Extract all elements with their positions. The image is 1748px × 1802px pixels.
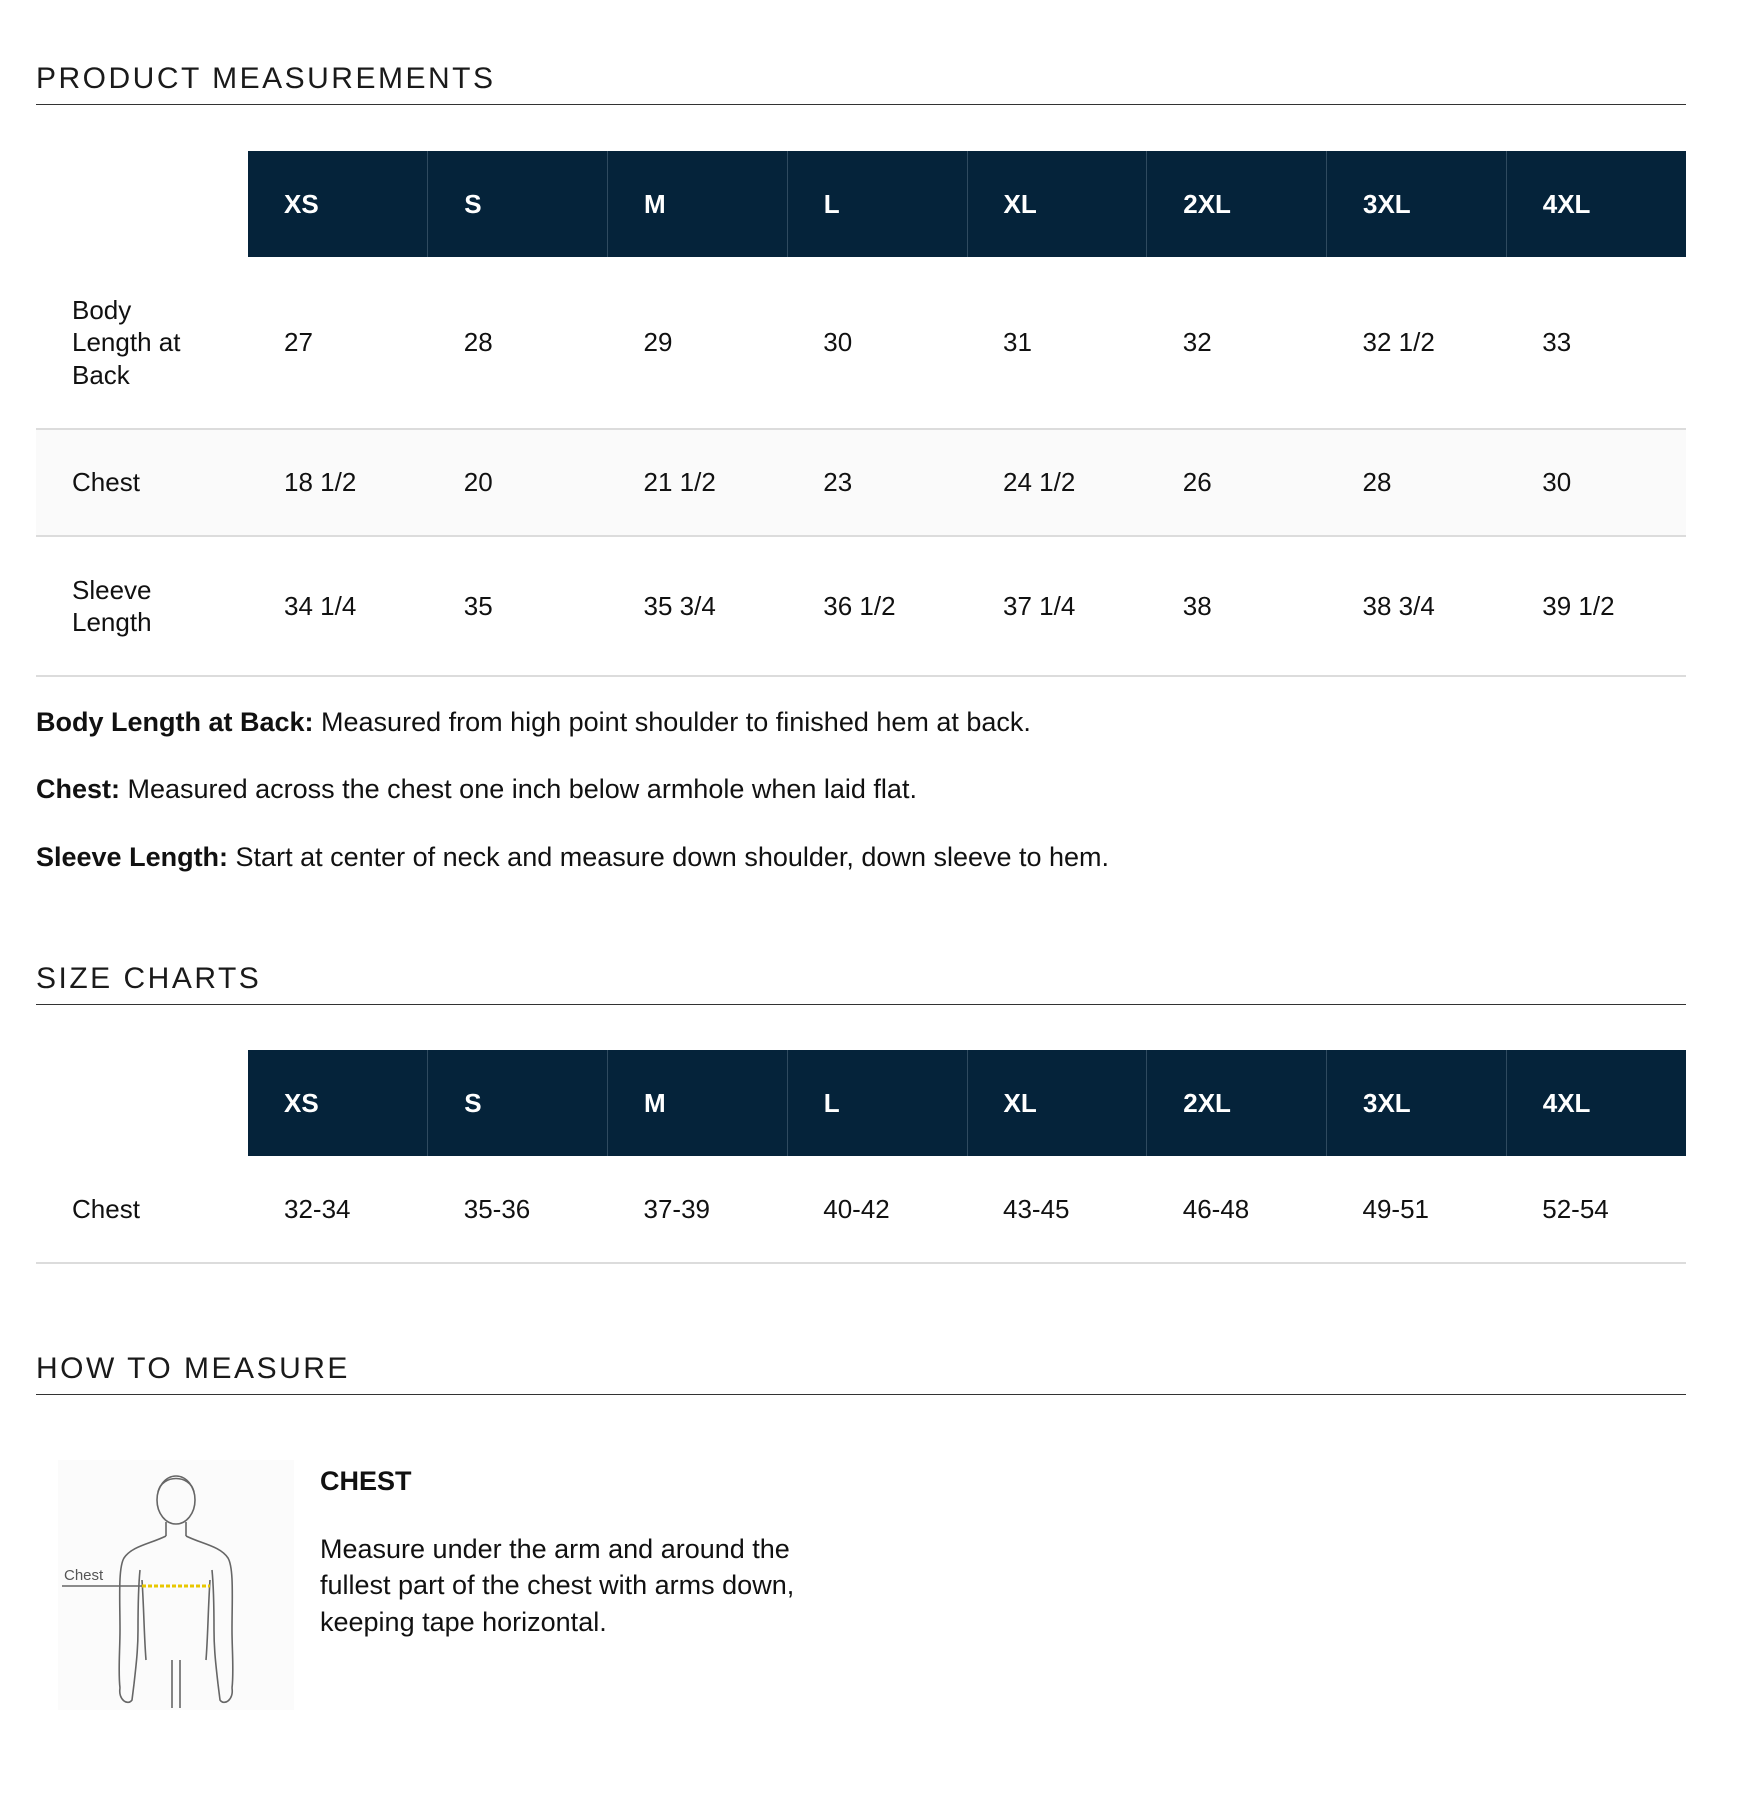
definition-term: Chest:: [36, 774, 121, 805]
table-cell: 39 1/2: [1506, 536, 1686, 676]
figure-chest-label: Chest: [64, 1567, 104, 1584]
table-cell: 38: [1147, 536, 1327, 676]
measure-description-line: keeping tape horizontal.: [320, 1606, 607, 1637]
size-header-4xl: 4XL: [1506, 151, 1686, 257]
table-cell: 27: [248, 257, 428, 429]
header-blank-cell: [36, 151, 248, 257]
table-cell: 49-51: [1327, 1156, 1507, 1263]
size-header-l: L: [787, 151, 967, 257]
definition-text: Measured from high point shoulder to finished hem at back.: [313, 707, 1031, 737]
chest-measure-figure: [58, 1460, 294, 1710]
size-header-s: S: [428, 151, 608, 257]
table-cell: 30: [1506, 429, 1686, 536]
table-row-chest: [36, 1156, 1686, 1263]
table-cell: 52-54: [1506, 1156, 1686, 1263]
table-cell: 29: [608, 257, 788, 429]
product-measurements-table: [36, 151, 1686, 677]
definition-term: Body Length at Back:: [36, 707, 314, 737]
size-header-3xl: 3XL: [1327, 1050, 1507, 1156]
size-header-m: M: [608, 1050, 788, 1156]
size-header-xs: XS: [248, 1050, 428, 1156]
measure-description: [320, 1531, 920, 1640]
table-row-sleeve-length: [36, 536, 1686, 676]
measure-description-line: Measure under the arm and around the: [320, 1534, 790, 1564]
header-blank-cell: [36, 1050, 248, 1156]
table-cell: 36 1/2: [787, 536, 967, 676]
table-cell: 28: [1327, 429, 1507, 536]
table-row-body-length: [36, 257, 1686, 429]
table-cell: 18 1/2: [248, 429, 428, 536]
size-header-2xl: 2XL: [1147, 151, 1327, 257]
table-cell: 21 1/2: [608, 429, 788, 536]
table-cell: 43-45: [967, 1156, 1147, 1263]
size-header-4xl: 4XL: [1506, 1050, 1686, 1156]
table-header-row: [36, 151, 1686, 257]
table-cell: 38 3/4: [1327, 536, 1507, 676]
size-header-3xl: 3XL: [1327, 151, 1507, 257]
size-charts-table: [36, 1050, 1686, 1264]
table-cell: 32: [1147, 257, 1327, 429]
row-label: Chest: [36, 1156, 248, 1263]
table-cell: 33: [1506, 257, 1686, 429]
table-cell: 31: [967, 257, 1147, 429]
row-label: [36, 536, 248, 676]
table-cell: 20: [428, 429, 608, 536]
table-cell: 40-42: [787, 1156, 967, 1263]
size-header-s: S: [428, 1050, 608, 1156]
row-label: [36, 257, 248, 429]
row-label-text: Body Length at Back: [72, 294, 181, 390]
table-cell: 32 1/2: [1327, 257, 1507, 429]
definition-chest: [36, 773, 1686, 805]
table-header-row: [36, 1050, 1686, 1156]
size-charts-heading: SIZE CHARTS: [36, 962, 1686, 1005]
table-cell: 34 1/4: [248, 536, 428, 676]
size-header-xl: XL: [967, 151, 1147, 257]
table-cell: 37-39: [608, 1156, 788, 1263]
table-cell: 46-48: [1147, 1156, 1327, 1263]
definition-term: Sleeve Length:: [36, 841, 229, 872]
body-outline-illustration: [58, 1460, 294, 1710]
table-cell: 28: [428, 257, 608, 429]
measurement-definitions: [36, 706, 1686, 873]
chest-measure-instructions: [320, 1466, 920, 1640]
table-cell: 24 1/2: [967, 429, 1147, 536]
table-cell: 32-34: [248, 1156, 428, 1263]
table-cell: 30: [787, 257, 967, 429]
table-cell: 35-36: [428, 1156, 608, 1263]
size-header-l: L: [787, 1050, 967, 1156]
measure-title: CHEST: [320, 1466, 412, 1496]
definition-sleeve-length: [36, 841, 1686, 873]
size-header-2xl: 2XL: [1147, 1050, 1327, 1156]
how-to-measure-heading: HOW TO MEASURE: [36, 1352, 1686, 1395]
definition-text: Start at center of neck and measure down shoulder, down sleeve to hem.: [228, 841, 1110, 872]
measure-description-line: fullest part of the chest with arms down,: [320, 1570, 795, 1601]
row-label: Chest: [36, 429, 248, 536]
size-header-xs: XS: [248, 151, 428, 257]
product-measurements-heading: PRODUCT MEASUREMENTS: [36, 62, 1686, 105]
size-header-m: M: [608, 151, 788, 257]
definition-body-length: [36, 706, 1686, 738]
table-cell: 23: [787, 429, 967, 536]
table-cell: 37 1/4: [967, 536, 1147, 676]
table-cell: 35: [428, 536, 608, 676]
table-cell: 26: [1147, 429, 1327, 536]
table-row-chest: [36, 429, 1686, 536]
definition-text: Measured across the chest one inch below armhole when laid flat.: [120, 774, 917, 805]
size-header-xl: XL: [967, 1050, 1147, 1156]
row-label-text: Sleeve Length: [72, 574, 152, 637]
table-cell: 35 3/4: [608, 536, 788, 676]
